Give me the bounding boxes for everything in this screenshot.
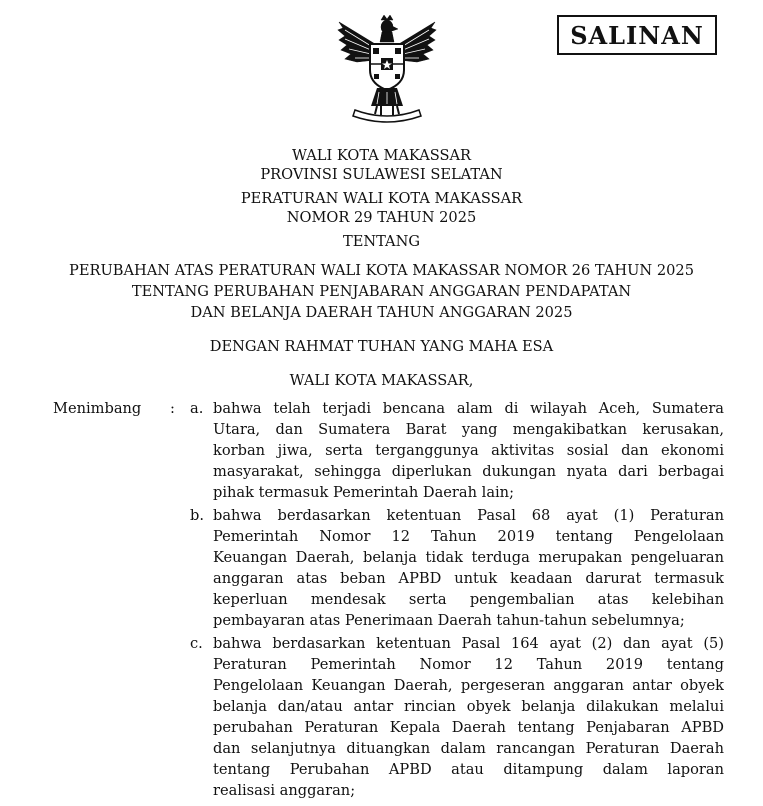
about-label: TENTANG <box>342 233 421 250</box>
item-a-line: korban jiwa, serta terganggunya aktivitas sosial dan ekonomi <box>213 442 724 459</box>
item-a-line: pihak termasuk Pemerintah Daerah lain; <box>213 484 515 501</box>
item-b-marker: b. <box>190 507 204 524</box>
salinan-stamp: SALINAN <box>557 15 717 55</box>
item-b-line: pembayaran atas Penerimaan Daerah tahun-tahun sebelumnya; <box>213 612 685 629</box>
item-b-line: keperluan mendesak serta pengembalian atas kelebihan <box>213 591 724 608</box>
preamble: DENGAN RAHMAT TUHAN YANG MAHA ESA <box>209 338 554 355</box>
authority: WALI KOTA MAKASSAR, <box>289 372 474 389</box>
item-c-line: Peraturan Pemerintah Nomor 12 Tahun 2019 tentang <box>213 656 724 673</box>
title-line-3: DAN BELANJA DAERAH TAHUN ANGGARAN 2025 <box>190 304 573 321</box>
item-a-marker: a. <box>190 400 204 417</box>
item-c-line: bahwa berdasarkan ketentuan Pasal 164 ayat (2) dan ayat (5) <box>213 635 724 652</box>
item-a-line: Utara, dan Sumatera Barat yang mengakibatkan kerusakan, <box>213 421 724 438</box>
header-office-title: WALI KOTA MAKASSAR <box>291 147 472 164</box>
item-c-line: realisasi anggaran; <box>213 782 356 799</box>
title-line-1: PERUBAHAN ATAS PERATURAN WALI KOTA MAKASSAR NOMOR 26 TAHUN 2025 <box>69 262 694 279</box>
considering-label: Menimbang <box>53 400 142 417</box>
header-province: PROVINSI SULAWESI SELATAN <box>260 166 503 183</box>
regulation-number: NOMOR 29 TAHUN 2025 <box>286 209 477 226</box>
item-c-line: belanja dan/atau antar rincian obyek belanja dilakukan melalui <box>213 698 724 715</box>
item-c-line: Pengelolaan Keuangan Daerah, pergeseran anggaran antar obyek <box>213 677 724 694</box>
item-b-line: anggaran atas beban APBD untuk keadaan darurat termasuk <box>213 570 724 587</box>
considering-colon: : <box>170 400 175 417</box>
item-a-line: bahwa telah terjadi bencana alam di wilayah Aceh, Sumatera <box>213 400 724 417</box>
item-c-line: perubahan Peraturan Kepala Daerah tentang Penjabaran APBD <box>213 719 724 736</box>
item-b-line: bahwa berdasarkan ketentuan Pasal 68 ayat (1) Peraturan <box>213 507 724 524</box>
regulation-type: PERATURAN WALI KOTA MAKASSAR <box>240 190 523 207</box>
item-b-line: Pemerintah Nomor 12 Tahun 2019 tentang Pengelolaan <box>213 528 724 545</box>
item-c-marker: c. <box>190 635 203 652</box>
garuda-emblem-icon <box>337 14 437 126</box>
item-c-line: dan selanjutnya dituangkan dalam rancangan Peraturan Daerah <box>213 740 724 757</box>
item-a-line: masyarakat, sehingga diperlukan dukungan nyata dari berbagai <box>213 463 724 480</box>
title-line-2: TENTANG PERUBAHAN PENJABARAN ANGGARAN PENDAPATAN <box>131 283 632 300</box>
item-b-line: Keuangan Daerah, belanja tidak terduga merupakan pengeluaran <box>213 549 724 566</box>
item-c-line: tentang Perubahan APBD atau ditampung dalam laporan <box>213 761 724 778</box>
